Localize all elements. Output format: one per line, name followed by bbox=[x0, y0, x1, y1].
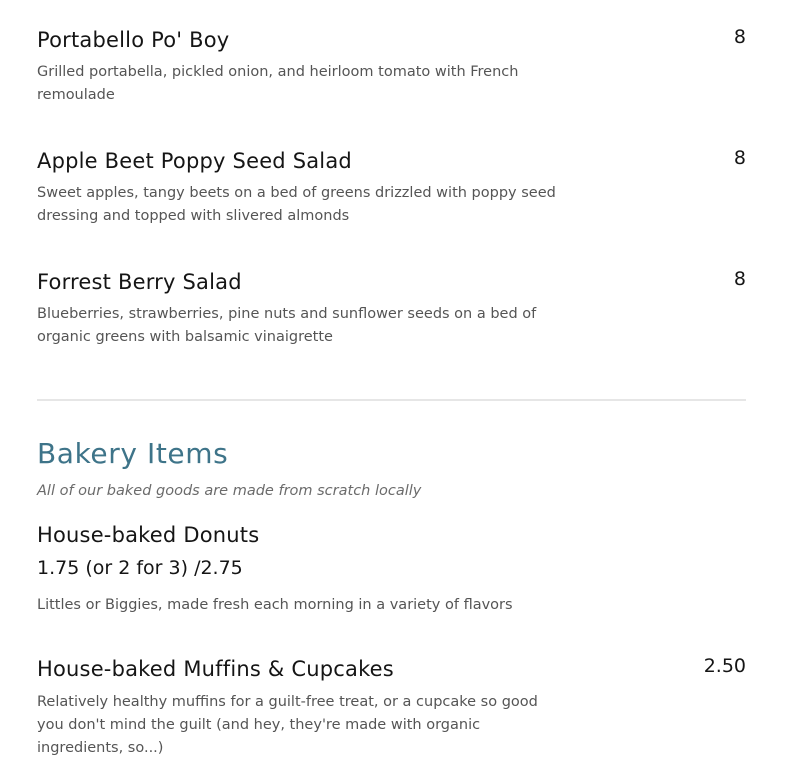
section-title-bakery-items: Bakery Items bbox=[37, 437, 229, 470]
menu-page bbox=[37, 0, 746, 770]
menu-item-description: Relatively healthy muffins for a guilt-free treat, or a cupcake so good you don't mind the guilt (and hey, they're made with organic ingredients, so...) bbox=[37, 694, 538, 756]
section-subtitle: All of our baked goods are made from scratch locally bbox=[37, 483, 422, 499]
menu-item-price: 8 bbox=[733, 147, 746, 169]
menu-item-name: Portabello Po' Boy bbox=[37, 28, 230, 52]
menu-item-description: Littles or Biggies, made fresh each morning in a variety of flavors bbox=[37, 597, 513, 613]
menu-item-price: 8 bbox=[733, 268, 746, 290]
menu-item-name: Forrest Berry Salad bbox=[37, 270, 242, 294]
menu-item-name: Apple Beet Poppy Seed Salad bbox=[37, 149, 352, 173]
menu-item-price: 8 bbox=[733, 26, 746, 48]
menu-item-description: Blueberries, strawberries, pine nuts and sunflower seeds on a bed of organic greens with balsamic vinaigrette bbox=[37, 306, 537, 345]
menu-item-name: House-baked Muffins & Cupcakes bbox=[37, 657, 394, 681]
menu-item-price: 2.50 bbox=[703, 655, 746, 677]
menu-item-name: House-baked Donuts bbox=[37, 523, 260, 547]
menu-item-description: Sweet apples, tangy beets on a bed of greens drizzled with poppy seed dressing and topped with slivered almonds bbox=[37, 185, 556, 224]
section-divider bbox=[37, 399, 746, 401]
menu-item-price-line: 1.75 (or 2 for 3) /2.75 bbox=[37, 557, 243, 579]
menu-item-description: Grilled portabella, pickled onion, and heirloom tomato with French remoulade bbox=[37, 64, 519, 103]
